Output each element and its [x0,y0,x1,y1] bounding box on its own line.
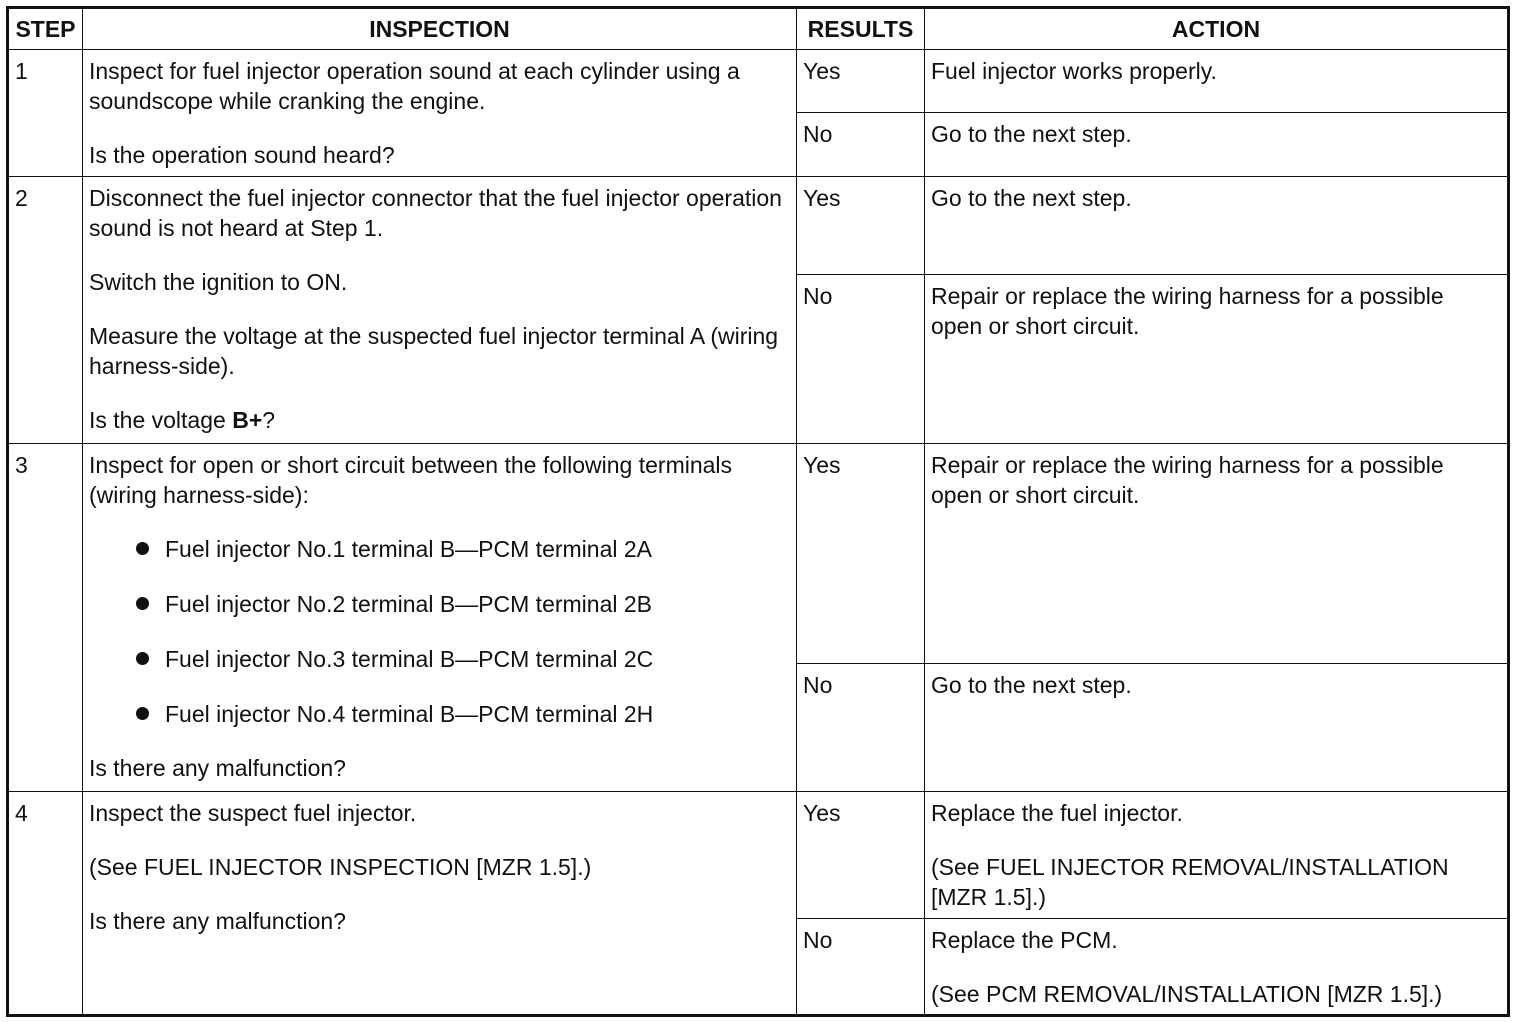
header-row [8,8,1509,50]
header-results: RESULTS [797,8,925,50]
action-text: Fuel injector works properly. [931,58,1217,84]
step-inspection [83,791,797,1015]
result-no: No [797,113,925,177]
terminal-list [89,534,790,729]
action-no [925,918,1509,1015]
step-number: 1 [8,50,83,177]
header-action: ACTION [925,8,1509,50]
result-yes: Yes [797,444,925,663]
bullet-icon [136,707,149,720]
step-number: 4 [8,791,83,1015]
result-no: No [797,663,925,791]
question-bold: B+ [232,407,263,434]
action-no [925,663,1509,791]
list-item [131,534,790,564]
list-item [131,699,790,729]
action-yes [925,177,1509,275]
result-yes: Yes [797,177,925,275]
list-item-text: Fuel injector No.1 terminal B—PCM terminal 2A [165,536,652,563]
bullet-icon [136,597,149,610]
result-no: No [797,275,925,444]
inspection-text: Measure the voltage at the suspected fuel injector terminal A (wiring harness-side). [89,323,779,380]
result-yes: Yes [797,50,925,113]
diagnostic-table [6,6,1510,1017]
inspection-question [89,405,790,435]
step-4-yes-row [8,791,1509,918]
action-text: Replace the PCM. [931,926,1118,953]
action-text: Go to the next step. [931,185,1132,212]
step-1-yes-row [8,50,1509,113]
list-item-text: Fuel injector No.2 terminal B—PCM terminal 2B [165,591,652,618]
step-inspection [83,50,797,177]
action-text: Replace the fuel injector. [931,799,1183,826]
action-text: Go to the next step. [931,671,1132,698]
inspection-reference: (See FUEL INJECTOR INSPECTION [MZR 1.5].) [89,853,592,880]
inspection-question: Is there any malfunction? [89,907,346,934]
action-yes [925,444,1509,663]
list-item-text: Fuel injector No.4 terminal B—PCM terminal 2H [165,701,654,728]
action-no [925,113,1509,177]
inspection-text: Inspect the suspect fuel injector. [89,799,417,826]
inspection-text: Disconnect the fuel injector connector that the fuel injector operation sound is not heard at Step 1. [89,185,782,242]
bullet-icon [136,652,149,665]
action-yes [925,791,1509,918]
step-inspection [83,177,797,444]
inspection-text: Inspect for open or short circuit between the following terminals (wiring harness-side): [89,452,733,509]
step-2-yes-row [8,177,1509,275]
question-suffix: ? [262,407,276,434]
inspection-question: Is the operation sound heard? [89,142,395,168]
question-prefix: Is the voltage [89,407,233,434]
inspection-text: Switch the ignition to ON. [89,269,348,296]
action-reference: (See PCM REMOVAL/INSTALLATION [MZR 1.5].) [931,980,1443,1007]
inspection-text: Inspect for fuel injector operation sound at each cylinder using a soundscope while cranking the engine. [89,58,740,114]
step-inspection [83,444,797,791]
header-inspection: INSPECTION [83,8,797,50]
result-no: No [797,918,925,1015]
step-number: 2 [8,177,83,444]
list-item [131,589,790,619]
step-number: 3 [8,444,83,791]
action-yes [925,50,1509,113]
action-text: Go to the next step. [931,121,1132,148]
result-yes: Yes [797,791,925,918]
action-text: Repair or replace the wiring harness for a possible open or short circuit. [931,452,1444,509]
bullet-icon [136,542,149,555]
action-reference: (See FUEL INJECTOR REMOVAL/INSTALLATION [MZR 1.5].) [931,853,1449,910]
step-3-yes-row [8,444,1509,663]
inspection-question: Is there any malfunction? [89,755,346,782]
list-item-text: Fuel injector No.3 terminal B—PCM terminal 2C [165,646,654,673]
action-no [925,275,1509,444]
action-text: Repair or replace the wiring harness for a possible open or short circuit. [931,283,1444,340]
list-item [131,644,790,674]
header-step: STEP [8,8,83,50]
